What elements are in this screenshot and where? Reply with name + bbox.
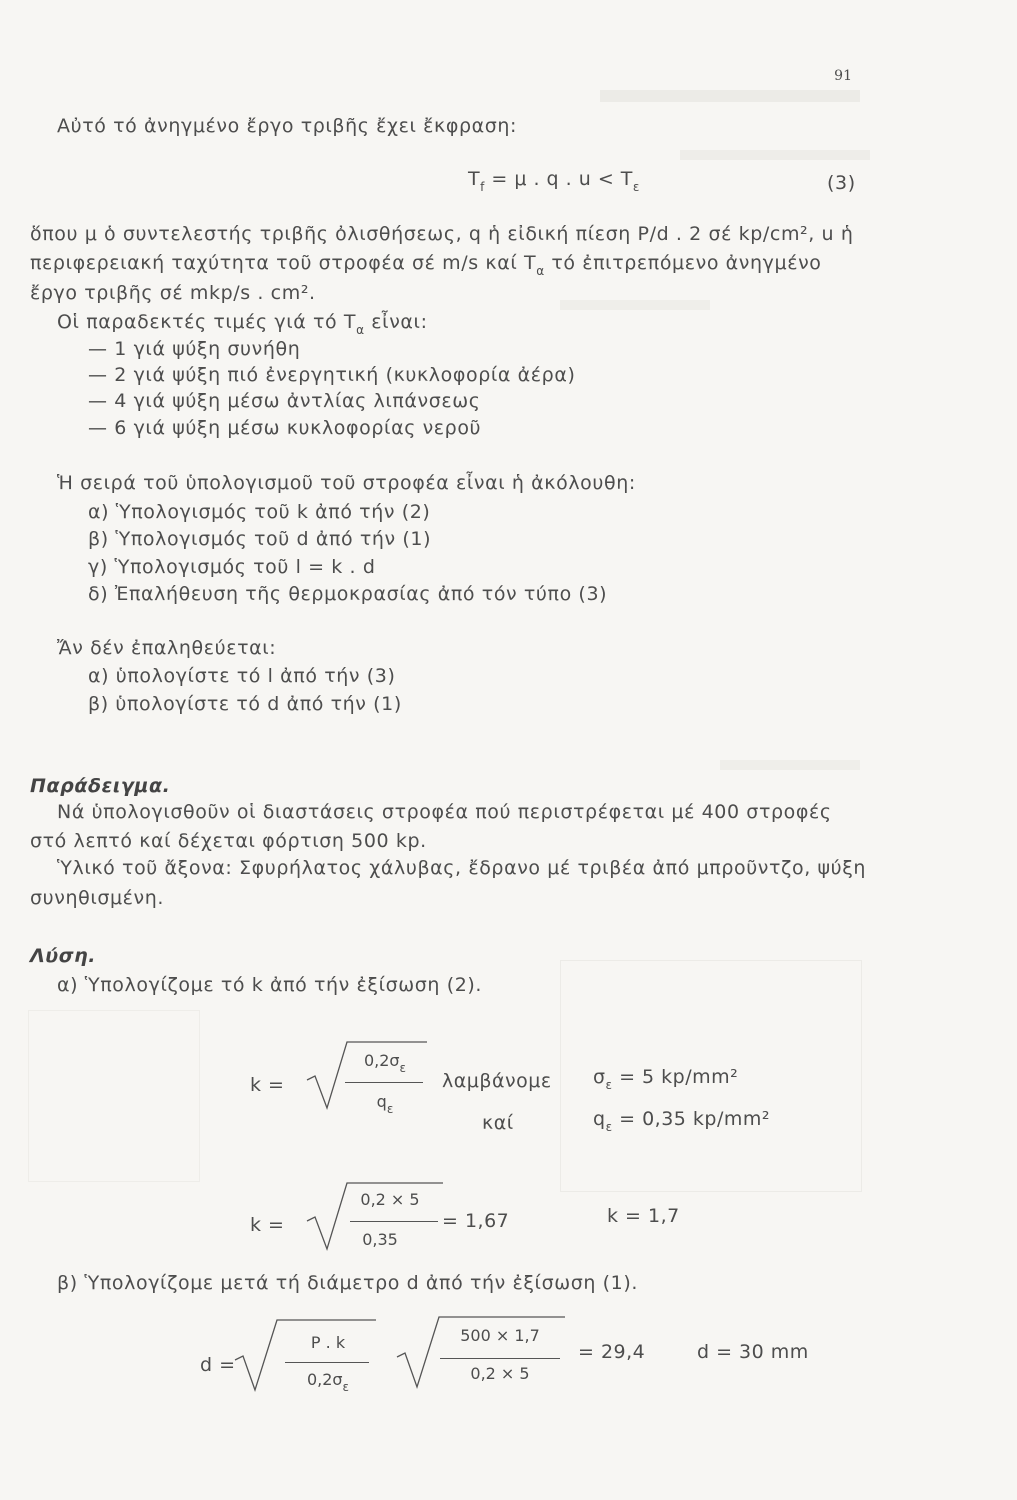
eq-k1-sigma-sub: ε	[605, 1078, 613, 1092]
order-step-b: β) Ὑπολογισμός τοῦ d ἀπό τήν (1)	[88, 528, 432, 550]
eq-k1-den-sub: ε	[386, 1102, 394, 1116]
if-not-title: Ἄν δέν ἐπαληθεύεται:	[57, 637, 277, 659]
eq-k2-lhs: k =	[250, 1214, 285, 1236]
eq-d-numerator-2: 500 × 1,7	[460, 1326, 540, 1345]
eq-k1-sigma-value: = 5 kp/mm²	[619, 1066, 739, 1088]
where-line-2-end: τό ἐπιτρεπόμενο ἀνηγμένο	[551, 252, 822, 274]
eq-k1-fraction-bar	[345, 1082, 423, 1083]
eq-k1-den-text: q	[376, 1092, 387, 1111]
eq-k2-fraction-bar	[350, 1221, 438, 1222]
where-line-2	[30, 252, 822, 278]
eq-k1-take: λαμβάνομε	[442, 1070, 552, 1092]
order-step-d: δ) Ἐπαλήθευση τῆς θερμοκρασίας ἀπό τόν τύπο (3)	[88, 583, 608, 605]
solution-heading: Λύση.	[30, 945, 97, 967]
eq-k1-q-value: = 0,35 kp/mm²	[619, 1108, 771, 1130]
eq-k2-numerator: 0,2 × 5	[360, 1190, 420, 1209]
eq-k1-q-sub: ε	[605, 1120, 613, 1134]
accepted-intro-start: Οἱ παραδεκτές τιμές γιά τό T	[57, 311, 357, 333]
example-line-3: Ὑλικό τοῦ ἄξονα: Σφυρήλατος χάλυβας, ἔδρανο μέ τριβέα ἀπό μπροῦντζο, ψύξη	[57, 857, 867, 879]
accepted-value-2: — 2 γιά ψύξη πιό ἐνεργητική (κυκλοφορία ἀέρα)	[88, 364, 576, 386]
eq-k1-denominator	[345, 1092, 425, 1116]
accepted-value-3: — 4 γιά ψύξη μέσω ἀντλίας λιπάνσεως	[88, 390, 481, 412]
eq-k1-num-text: 0,2σ	[363, 1051, 400, 1070]
eq-d-fraction-bar-2	[440, 1358, 560, 1359]
eq-k2-denominator: 0,35	[362, 1230, 398, 1249]
example-heading: Παράδειγμα.	[30, 775, 171, 797]
intro-text: Αὐτό τό ἀνηγμένο ἔργο τριβῆς ἔχει ἔκφραση:	[57, 115, 518, 137]
eq-d-rounded: d = 30 mm	[697, 1341, 809, 1363]
eq-d-den1-sub: ε	[342, 1380, 350, 1394]
eq-d-denominator-2: 0,2 × 5	[470, 1364, 530, 1383]
solution-step-b: β) Ὑπολογίζομε μετά τή διάμετρο d ἀπό τήν ἐξίσωση (1).	[57, 1272, 638, 1294]
accepted-value-4: — 6 γιά ψύξη μέσω κυκλοφορίας νεροῦ	[88, 417, 482, 439]
where-line-3: ἔργο τριβῆς σέ mkp/s . cm².	[30, 282, 316, 304]
formula-3-label: (3)	[827, 172, 856, 194]
eq-d-lhs: d =	[200, 1354, 236, 1376]
eq-d-den1-text: 0,2σ	[306, 1370, 343, 1389]
formula-3-mid: = μ . q . u < T	[491, 168, 633, 190]
accepted-intro-sub: α	[356, 323, 365, 337]
eq-k1-q	[593, 1108, 771, 1134]
solution-step-a: α) Ὑπολογίζομε τό k ἀπό τήν ἐξίσωση (2).	[57, 974, 483, 996]
formula-3-rhs-sub: ε	[632, 180, 640, 194]
eq-k1-sigma-label: σ	[593, 1066, 606, 1088]
example-line-1: Νά ὑπολογισθοῦν οἱ διαστάσεις στροφέα πού περιστρέφεται μέ 400 στροφές	[57, 801, 832, 823]
example-line-4: συνηθισμένη.	[30, 887, 165, 909]
accepted-value-1: — 1 γιά ψύξη συνήθη	[88, 338, 301, 360]
page-number: 91	[834, 68, 852, 84]
where-line-2-sub: α	[536, 264, 545, 278]
formula-3	[468, 168, 640, 194]
eq-k1-q-label: q	[593, 1108, 606, 1130]
eq-k1-numerator	[345, 1051, 425, 1075]
order-title: Ἡ σειρά τοῦ ὑπολογισμοῦ τοῦ στροφέα εἶναι ἡ ἀκόλουθη:	[57, 472, 636, 494]
where-line-2-start: περιφερειακή ταχύτητα τοῦ στροφέα σέ m/s καί T	[30, 252, 537, 274]
accepted-intro-end: εἶναι:	[371, 311, 428, 333]
formula-3-lhs-sub: f	[480, 180, 485, 194]
eq-k2-result: = 1,67	[442, 1210, 510, 1232]
eq-k1-and: καί	[482, 1112, 514, 1134]
where-line-1: ὅπου μ ὁ συντελεστής τριβῆς ὀλισθήσεως, q ἡ εἰδική πίεση P/d . 2 σέ kp/cm², u ἡ	[30, 223, 854, 245]
accepted-values-intro	[57, 311, 428, 337]
eq-d-fraction-bar-1	[285, 1362, 369, 1363]
order-step-a: α) Ὑπολογισμός τοῦ k ἀπό τήν (2)	[88, 501, 431, 523]
eq-k1-lhs: k =	[250, 1074, 285, 1096]
formula-3-lhs: T	[468, 168, 481, 190]
eq-d-denominator-1	[288, 1370, 368, 1394]
eq-k1-sigma	[593, 1066, 739, 1092]
order-step-c: γ) Ὑπολογισμός τοῦ l = k . d	[88, 556, 376, 578]
eq-k1-num-sub: ε	[399, 1061, 407, 1075]
if-not-step-a: α) ὑπολογίστε τό l ἀπό τήν (3)	[88, 665, 396, 687]
if-not-step-b: β) ὑπολογίστε τό d ἀπό τήν (1)	[88, 693, 402, 715]
eq-d-numerator-1: P . k	[310, 1333, 346, 1352]
eq-d-result: = 29,4	[578, 1341, 646, 1363]
example-line-2: στό λεπτό καί δέχεται φόρτιση 500 kp.	[30, 830, 427, 852]
eq-k2-rounded: k = 1,7	[607, 1205, 680, 1227]
